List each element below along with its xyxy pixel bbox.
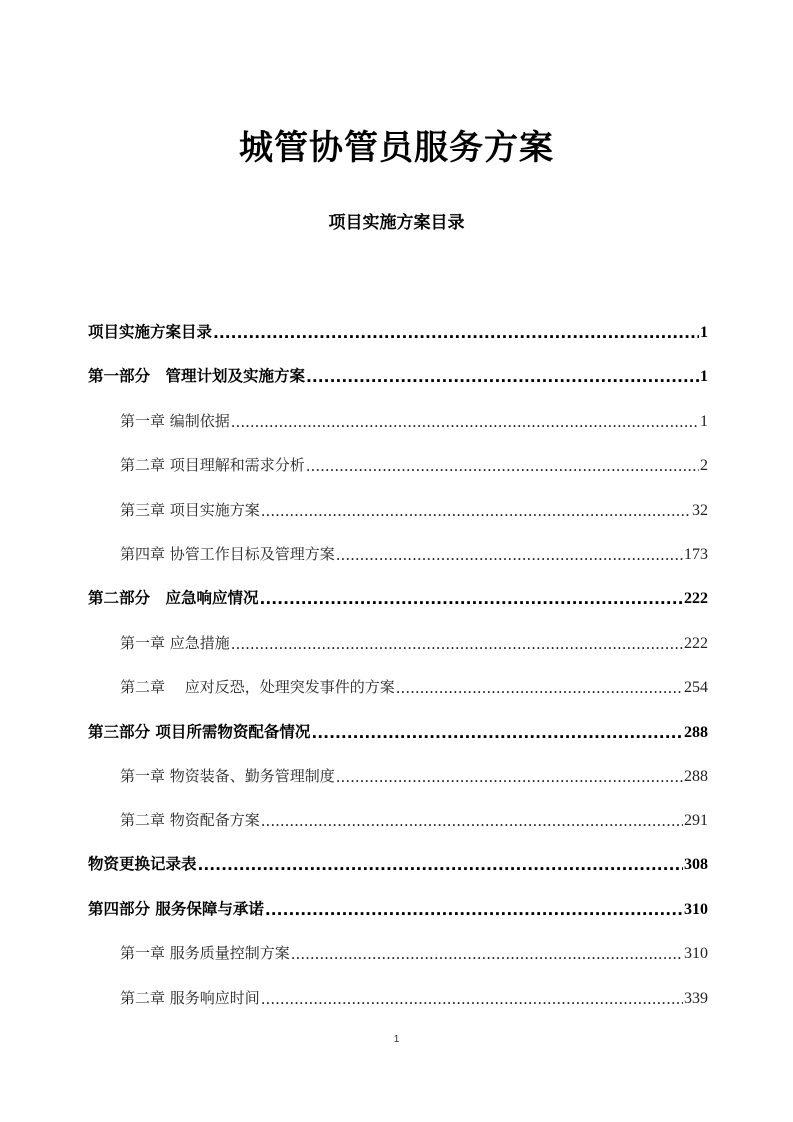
toc-entry-part[interactable] xyxy=(88,850,708,874)
toc-entry-label: 第三章 项目实施方案 xyxy=(120,501,260,519)
toc-entry-part[interactable] xyxy=(88,318,708,342)
dot-leader xyxy=(260,588,683,608)
toc-entry-page: 288 xyxy=(684,768,708,785)
toc-entry-page: 310 xyxy=(684,945,708,962)
toc-entry-page: 339 xyxy=(684,990,708,1007)
dot-leader xyxy=(306,366,699,386)
dot-leader xyxy=(213,322,699,342)
toc-entry-chapter[interactable] xyxy=(88,673,708,697)
toc-entry-chapter[interactable] xyxy=(88,496,708,520)
toc-heading: 项目实施方案目录 xyxy=(328,213,465,233)
toc-entry-page: 222 xyxy=(684,590,708,607)
toc-entry-part[interactable] xyxy=(88,718,708,742)
toc-entry-page: 288 xyxy=(684,724,708,741)
dot-leader xyxy=(198,854,683,874)
toc-entry-page: 222 xyxy=(684,635,708,652)
toc-entry-page: 291 xyxy=(684,812,708,829)
toc-entry-chapter[interactable] xyxy=(88,984,708,1008)
document-title: 城管协管员服务方案 xyxy=(239,128,554,168)
toc-entry-page: 2 xyxy=(700,457,708,474)
toc-entry-chapter[interactable] xyxy=(88,762,708,786)
toc-entry-chapter[interactable] xyxy=(88,407,708,431)
toc-entry-label: 第二章 项目理解和需求分析 xyxy=(120,456,305,474)
dot-leader xyxy=(306,455,699,475)
toc-entry-chapter[interactable] xyxy=(88,629,708,653)
dot-leader xyxy=(291,943,683,963)
dot-leader xyxy=(311,722,683,742)
dot-leader xyxy=(261,500,691,520)
dot-leader xyxy=(336,766,683,786)
toc-entry-label: 第三部分 项目所需物资配备情况 xyxy=(88,723,311,741)
toc-entry-page: 308 xyxy=(684,856,708,873)
toc-entry-label: 第一章 应急措施 xyxy=(120,634,230,652)
dot-leader xyxy=(336,544,683,564)
toc-entry-chapter[interactable] xyxy=(88,806,708,830)
toc-entry-page: 173 xyxy=(684,546,708,563)
toc-entry-label: 第四部分 服务保障与承诺 xyxy=(88,900,264,918)
toc-entry-page: 1 xyxy=(700,368,708,385)
toc-entry-label: 第一章 物资装备、勤务管理制度 xyxy=(120,767,335,785)
toc-entry-label: 第二章 应对反恐，处理突发事件的方案 xyxy=(120,678,395,696)
toc-entry-part[interactable] xyxy=(88,584,708,608)
dot-leader xyxy=(231,411,699,431)
toc-entry-label: 第二章 服务响应时间 xyxy=(120,989,260,1007)
toc-entry-page: 1 xyxy=(700,324,708,341)
dot-leader xyxy=(231,633,683,653)
toc-entry-page: 310 xyxy=(684,901,708,918)
toc-entry-label: 第一章 编制依据 xyxy=(120,412,230,430)
dot-leader xyxy=(265,899,683,919)
toc-entry-chapter[interactable] xyxy=(88,540,708,564)
toc-entry-label: 物资更换记录表 xyxy=(88,855,197,873)
toc-entry-page: 254 xyxy=(684,679,708,696)
dot-leader xyxy=(396,677,683,697)
toc-entry-label: 项目实施方案目录 xyxy=(88,323,213,341)
toc-entry-label: 第二章 物资配备方案 xyxy=(120,811,260,829)
page-number: 1 xyxy=(393,1034,400,1045)
toc-entry-label: 第四章 协管工作目标及管理方案 xyxy=(120,545,335,563)
toc-entry-page: 1 xyxy=(700,413,708,430)
toc-entry-chapter[interactable] xyxy=(88,451,708,475)
dot-leader xyxy=(261,810,683,830)
toc-entry-label: 第一部分 管理计划及实施方案 xyxy=(88,367,306,385)
toc-entry-chapter[interactable] xyxy=(88,939,708,963)
toc-entry-label: 第一章 服务质量控制方案 xyxy=(120,944,290,962)
toc-entry-part[interactable] xyxy=(88,895,708,919)
toc-entry-part[interactable] xyxy=(88,362,708,386)
dot-leader xyxy=(261,988,683,1008)
toc-entry-page: 32 xyxy=(692,502,708,519)
toc-entry-label: 第二部分 应急响应情况 xyxy=(88,589,259,607)
